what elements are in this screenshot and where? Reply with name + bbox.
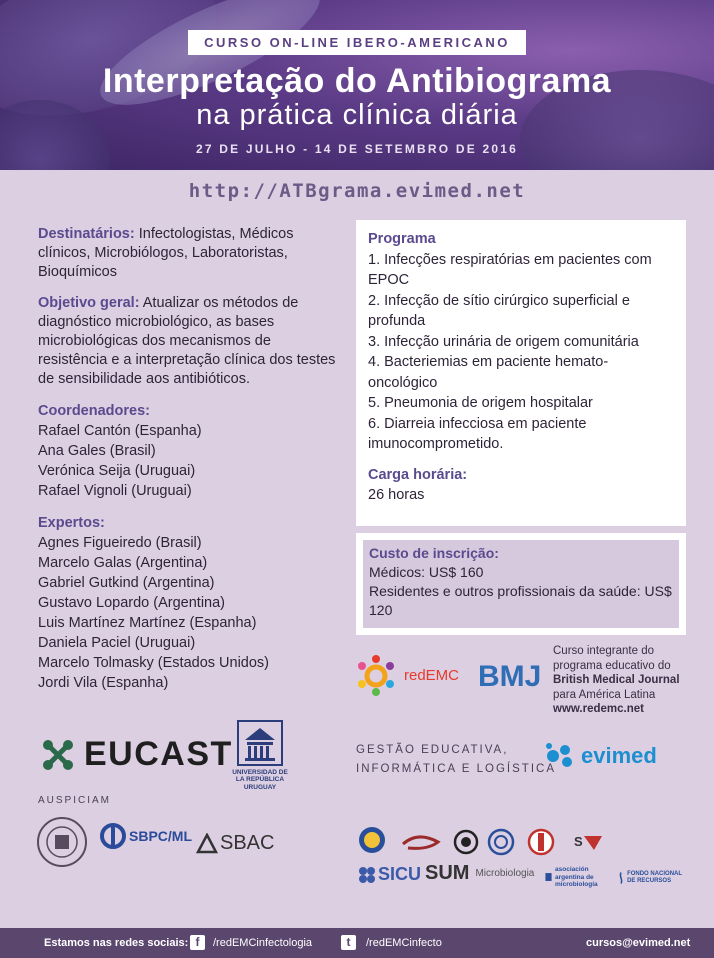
programa-label: Programa [368, 231, 436, 247]
fnr-logo [618, 868, 688, 888]
udelar-building-icon [237, 720, 283, 766]
list-item: Gustavo Lopardo (Argentina) [38, 595, 225, 611]
aam-logo [545, 866, 607, 889]
course-subtitle: na prática clínica diária [196, 99, 518, 131]
aam-text: asociación argentina de microbiología [555, 866, 598, 888]
custo-box [356, 533, 686, 635]
list-item: 6. Diarreia infecciosa em paciente imunocomprometido. [368, 415, 587, 452]
gestao-label [356, 741, 556, 779]
partner-line: programa educativo do [553, 659, 671, 672]
sbpc-icon [100, 823, 126, 849]
svg-text:S: S [574, 834, 583, 849]
twitter-link[interactable]: /redEMCinfecto [366, 937, 442, 949]
facebook-icon[interactable]: f [190, 935, 205, 950]
partner-logos [356, 650, 546, 705]
sbac-logo [196, 832, 274, 855]
coordenadores-section [38, 401, 338, 501]
expertos-label: Expertos: [38, 515, 105, 531]
partner-info [553, 644, 713, 717]
bmj-text: BMJ [478, 660, 542, 693]
facebook-link[interactable]: /redEMCinfectologia [213, 937, 313, 949]
sicu-text: SICU [378, 864, 422, 884]
sponsor-logos-row1 [358, 826, 688, 860]
objetivo-section [38, 294, 338, 389]
custo-inner [363, 540, 679, 628]
course-url-link[interactable]: http://ATBgrama.evimed.net [188, 180, 526, 202]
redemc-icon [358, 655, 394, 696]
list-item: Agnes Figueiredo (Brasil) [38, 535, 202, 551]
email-link[interactable]: cursos@evimed.net [586, 937, 691, 949]
sbi-seal-logo [36, 816, 88, 868]
sum-logo [425, 862, 534, 885]
list-item: 5. Pneumonia de origem hospitalar [368, 395, 593, 411]
udelar-logo [228, 720, 292, 791]
redemc-link[interactable]: www.redemc.net [553, 703, 644, 715]
eucast-icon [42, 739, 74, 771]
list-item: Gabriel Gutkind (Argentina) [38, 575, 215, 591]
partner-line: British Medical Journal [553, 674, 680, 686]
programa-box [356, 220, 686, 526]
list-item: Verónica Seija (Uruguai) [38, 463, 196, 479]
course-badge: CURSO ON-LINE IBERO-AMERICANO [188, 30, 526, 55]
list-item: Jordi Vila (Espanha) [38, 675, 169, 691]
objetivo-label: Objetivo geral: [38, 295, 140, 311]
footer-bar [0, 928, 714, 958]
list-item: Daniela Paciel (Uruguai) [38, 635, 196, 651]
redemc-logo [356, 650, 546, 700]
evimed-icon [545, 742, 577, 770]
redemc-text: redEMC [404, 667, 460, 684]
list-item: Ana Gales (Brasil) [38, 443, 156, 459]
partner-line: Curso integrante do [553, 645, 655, 657]
gestao-line: INFORMÁTICA E LOGÍSTICA [356, 763, 556, 775]
twitter-icon[interactable]: t [341, 935, 356, 950]
sbpc-text: SBPC/ML [129, 828, 192, 844]
carga-label: Carga horária: [368, 466, 468, 483]
evimed-logo [545, 742, 657, 770]
sbpc-logo [100, 823, 192, 849]
list-item: Marcelo Galas (Argentina) [38, 555, 208, 571]
auspiciam-label: AUSPICIAM [38, 795, 112, 806]
sicu-icon [358, 866, 376, 884]
eucast-logo [42, 735, 233, 774]
sbac-text: SBAC [220, 832, 275, 854]
custo-label: Custo de inscrição: [369, 545, 499, 561]
course-dates: 27 DE JULHO - 14 DE SETEMBRO DE 2016 [196, 142, 518, 156]
fnr-icon [618, 868, 624, 888]
objetivo-text: Atualizar os métodos de diagnóstico microbiológico, as bases microbiológicas dos mecanismos de resistência e a interpretação clínica dos testes de sensibilidade aos antibióticos. [38, 295, 336, 387]
gestao-line: GESTÃO EDUCATIVA, [356, 744, 509, 756]
custo-line: Médicos: US$ 160 [369, 564, 484, 580]
list-item: Marcelo Tolmasky (Estados Unidos) [38, 655, 270, 671]
list-item: Luis Martínez Martínez (Espanha) [38, 615, 257, 631]
sbac-icon [196, 833, 218, 855]
course-title: Interpretação do Antibiograma [102, 62, 612, 100]
social-label: Estamos nas redes sociais: [44, 937, 189, 949]
left-column [38, 225, 338, 693]
udelar-text: UNIVERSIDAD DE LA REPÚBLICA URUGUAY [232, 768, 288, 791]
fnr-text: FONDO NACIONAL DE RECURSOS [627, 871, 682, 884]
custo-line: Residentes e outros profissionais da saúde: US$ 120 [369, 583, 672, 618]
destinatarios-section [38, 225, 338, 282]
partner-line: para América Latina [553, 688, 656, 701]
eucast-text: EUCAST [84, 735, 233, 773]
microbiologia-text: Microbiologia [475, 868, 535, 879]
destinatarios-text: Infectologistas, Médicos clínicos, Microbiólogos, Laboratoristas, Bioquímicos [38, 226, 294, 280]
sum-text: SUM [425, 862, 470, 884]
expertos-section [38, 513, 338, 693]
evimed-text: evimed [581, 743, 657, 768]
carga-value: 26 horas [368, 487, 425, 503]
aam-icon [545, 867, 552, 887]
sicu-logo [358, 864, 421, 885]
list-item: 1. Infecções respiratórias em pacientes com EPOC [368, 251, 652, 288]
list-item: Rafael Cantón (Espanha) [38, 423, 202, 439]
hero-banner [0, 0, 714, 170]
list-item: 3. Infecção urinária de origem comunitária [368, 333, 639, 350]
destinatarios-label: Destinatários: [38, 226, 135, 242]
coordenadores-label: Coordenadores: [38, 403, 150, 419]
list-item: 4. Bacteriemias em paciente hemato-oncológico [368, 354, 609, 391]
list-item: 2. Infecção de sítio cirúrgico superficial e profunda [368, 292, 630, 329]
list-item: Rafael Vignoli (Uruguai) [38, 483, 192, 499]
